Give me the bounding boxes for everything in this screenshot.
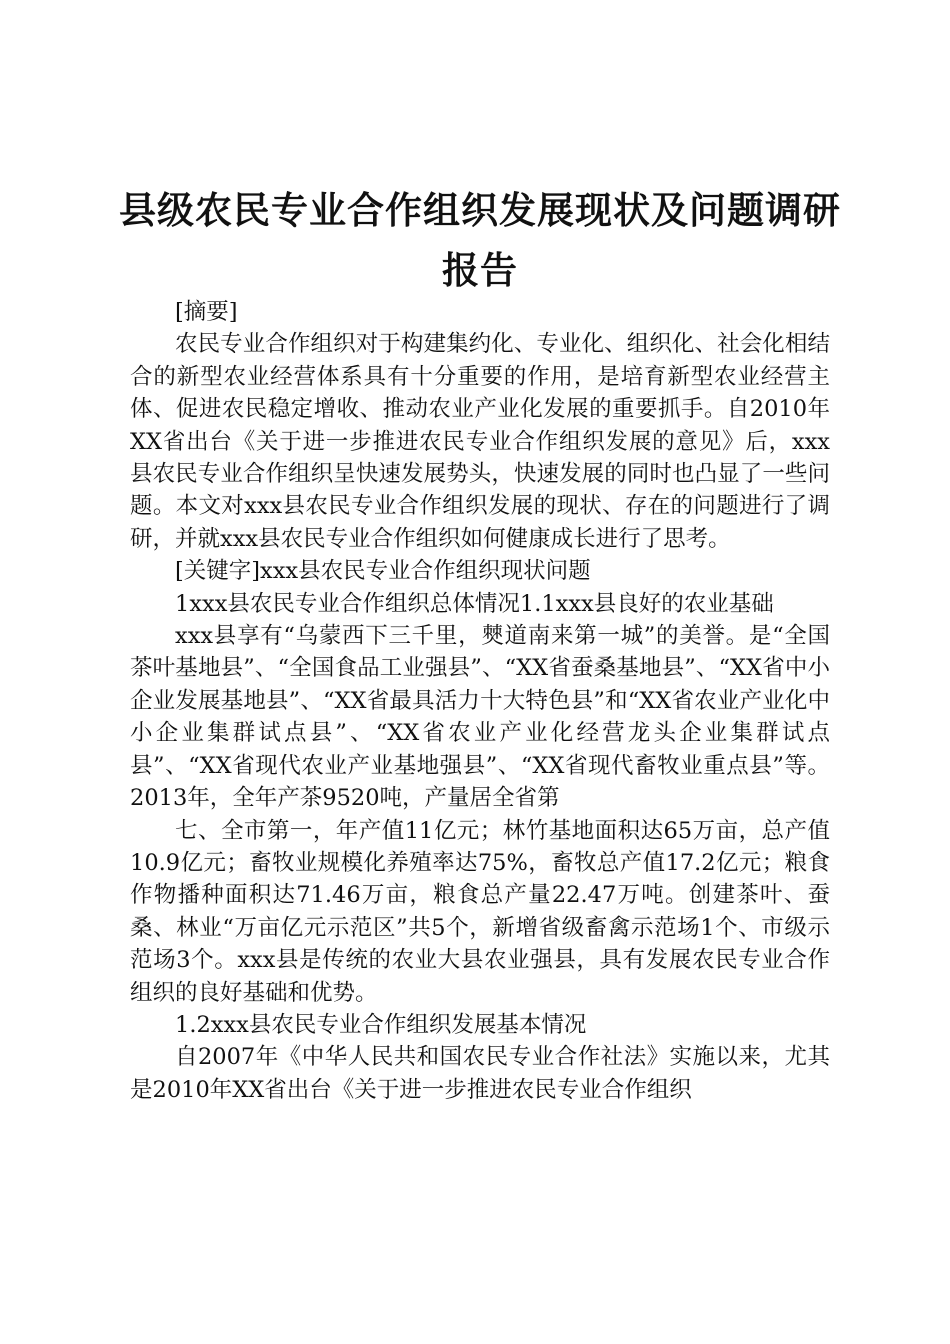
keywords-paragraph: [关键字]xxx县农民专业合作组织现状问题 <box>175 558 591 585</box>
body-paragraph: 七、全市第一，年产值11亿元；林竹基地面积达65万亩，总产值10.9亿元；畜牧业规模化养殖率达75%，畜牧总产值17.2亿元；粮食作物播种面积达71.46万亩，粮食总产量22.47万吨。创建茶叶、蚕桑、林业“万亩亿元示范区”共5个，新增省级畜禽示范场1个、市级示范场3个。xxx县是传统的农业大县农业强县，具有发展农民专业合作组织的良好基础和优势。 <box>130 817 830 1006</box>
section-heading-1-2: 1.2xxx县农民专业合作组织发展基本情况 <box>175 1011 587 1038</box>
document-title: 县级农民专业合作组织发展现状及问题调研报告 <box>119 188 841 292</box>
abstract-heading: [摘要] <box>175 299 238 325</box>
body-paragraph: 自2007年《中华人民共和国农民专业合作社法》实施以来，尤其是2010年XX省出台《关于进一步推进农民专业合作组织 <box>130 1044 830 1103</box>
abstract-paragraph: 农民专业合作组织对于构建集约化、专业化、组织化、社会化相结合的新型农业经营体系具有十分重要的作用，是培育新型农业经营主体、促进农民稳定增收、推动农业产业化发展的重要抓手。自2010年XX省出台《关于进一步推进农民专业合作组织发展的意见》后，xxx县农民专业合作组织呈快速发展势头，快速发展的同时也凸显了一些问题。本文对xxx县农民专业合作组织发展的现状、存在的问题进行了调研，并就xxx县农民专业合作组织如何健康成长进行了思考。 <box>130 331 830 552</box>
body-paragraph: xxx县享有“乌蒙西下三千里，僰道南来第一城”的美誉。是“全国茶叶基地县”、“全国食品工业强县”、“XX省蚕桑基地县”、“XX省中小企业发展基地县”、“XX省最具活力十大特色县”和“XX省农业产业化中小企业集群试点县”、“XX省农业产业化经营龙头企业集群试点县”、“XX省现代农业产业基地强县”、“XX省现代畜牧业重点县”等。2013年，全年产茶9520吨，产量居全省第 <box>130 623 830 812</box>
section-heading-1: 1xxx县农民专业合作组织总体情况1.1xxx县良好的农业基础 <box>175 590 774 617</box>
document-body <box>130 296 830 1106</box>
